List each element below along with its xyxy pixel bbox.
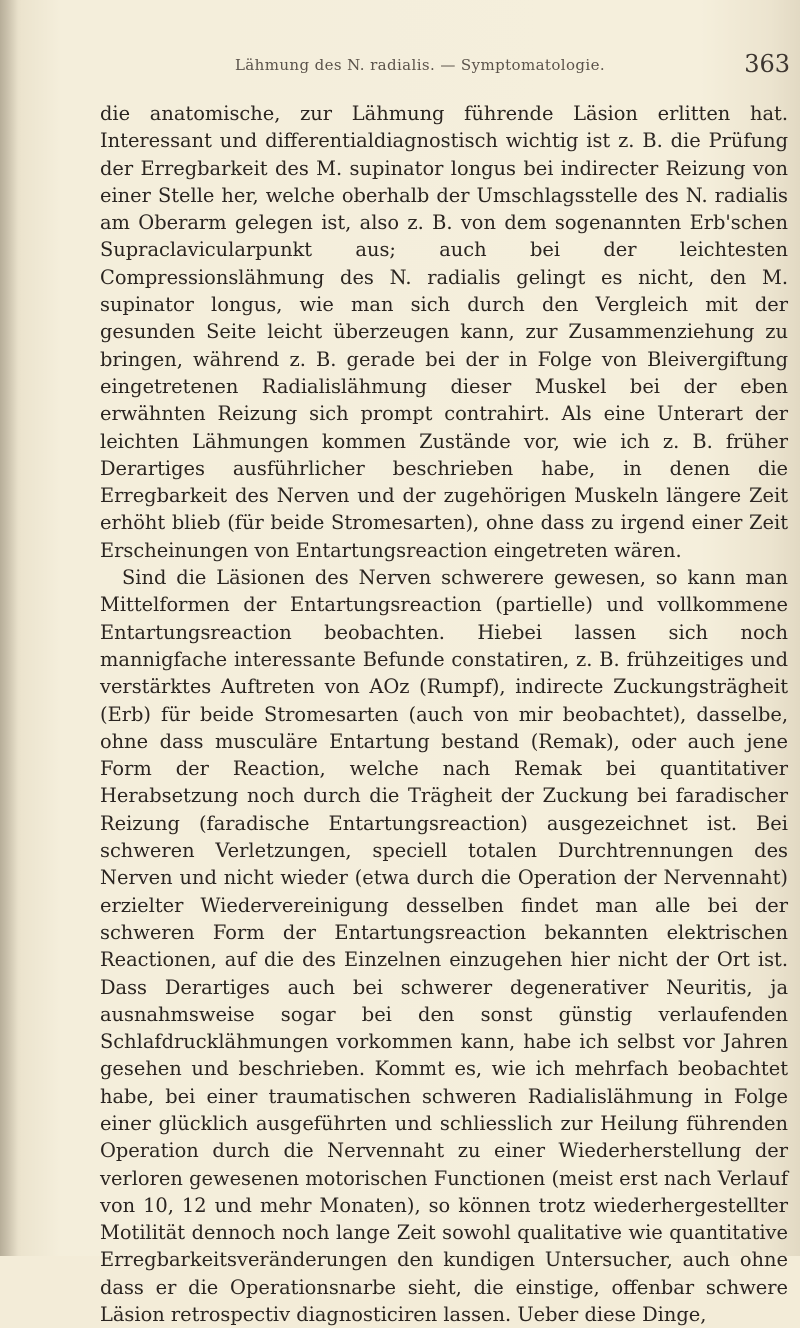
paragraph: die anatomische, zur Lähmung führende Läsion erlitten hat. Interessant und differentialdiagnostisch wichtig ist z. B. die Prüfung der Erregbarkeit des M. supinator longus bei indirecter Reizung von einer Stelle her, welche oberhalb der Umschlagsstelle des N. radialis am Oberarm gelegen ist, also z. B. von dem sogenannten Erb'schen Supraclavicularpunkt aus; auch bei der leichtesten Compressionslähmung des N. radialis gelingt es nicht, den M. supinator longus, wie man sich durch den Vergleich mit der gesunden Seite leicht überzeugen kann, zur Zusammenziehung zu bringen, während z. B. gerade bei der in Folge von Bleivergiftung eingetretenen Radialislähmung dieser Muskel bei der eben erwähnten Reizung sich prompt contrahirt. Als eine Unterart der leichten Lähmungen kommen Zustände vor, wie ich z. B. früher Derartiges ausführlicher beschrieben habe, in denen die Erregbarkeit des Nerven und der zugehörigen Muskeln längere Zeit erhöht blieb (für beide Stromesarten), ohne dass zu irgend einer Zeit Erscheinungen von Entartungsreaction eingetreten wären. xyxy=(100,102,788,562)
running-head: Lähmung des N. radialis. — Symptomatologie. xyxy=(234,56,606,74)
page-number: 363 xyxy=(744,50,790,78)
paragraph: Sind die Läsionen des Nerven schwerere gewesen, so kann man Mittelformen der Entartungsreaction (partielle) und vollkommene Entartungsreaction beobachten. Hiebei lassen sich noch mannigfache interessante Befunde constatiren, z. B. frühzeitiges und verstärktes Auftreten von AOz (Rumpf), indirecte Zuckungsträgheit (Erb) für beide Stromesarten (auch von mir beobachtet), dasselbe, ohne dass musculäre Entartung bestand (Remak), oder auch jene Form der Reaction, welche nach Remak bei quantitativer Herabsetzung noch durch die Trägheit der Zuckung bei faradischer Reizung (faradische Entartungsreaction) ausgezeichnet ist. Bei schweren Verletzungen, speciell totalen Durchtrennungen des Nerven und nicht wieder (etwa durch die Operation der Nervennaht) erzielter Wiedervereinigung desselben findet man alle bei der schweren Form der Entartungsreaction bekannten elektrischen Reactionen, auf die des Einzelnen einzugehen hier nicht der Ort ist. Dass Derartiges auch bei schwerer degenerativer Neuritis, ja ausnahmsweise sogar bei den sonst günstig verlaufenden Schlafdrucklähmungen vorkommen kann, habe ich selbst vor Jahren gesehen und beschrieben. Kommt es, wie ich mehrfach beobachtet habe, bei einer traumatischen schweren Radialislähmung in Folge einer glücklich ausgeführten und schliesslich zur Heilung führenden Operation durch die Nervennaht zu einer Wiederherstellung der verloren gewesenen motorischen Functionen (meist erst nach Verlauf von 10, 12 und mehr Monaten), so können trotz wiederhergestellter Motilität dennoch noch lange Zeit sowohl qualitative wie quantitative Erregbarkeitsveränderungen den kundigen Untersucher, auch ohne dass er die Operationsnarbe sieht, die einstige, offenbar schwere Läsion retrospectiv diagnosticiren lassen. Ueber diese Dinge, xyxy=(100,566,788,1327)
binding-shadow xyxy=(0,0,18,1256)
body-text xyxy=(100,100,788,1328)
page-header xyxy=(100,48,790,88)
